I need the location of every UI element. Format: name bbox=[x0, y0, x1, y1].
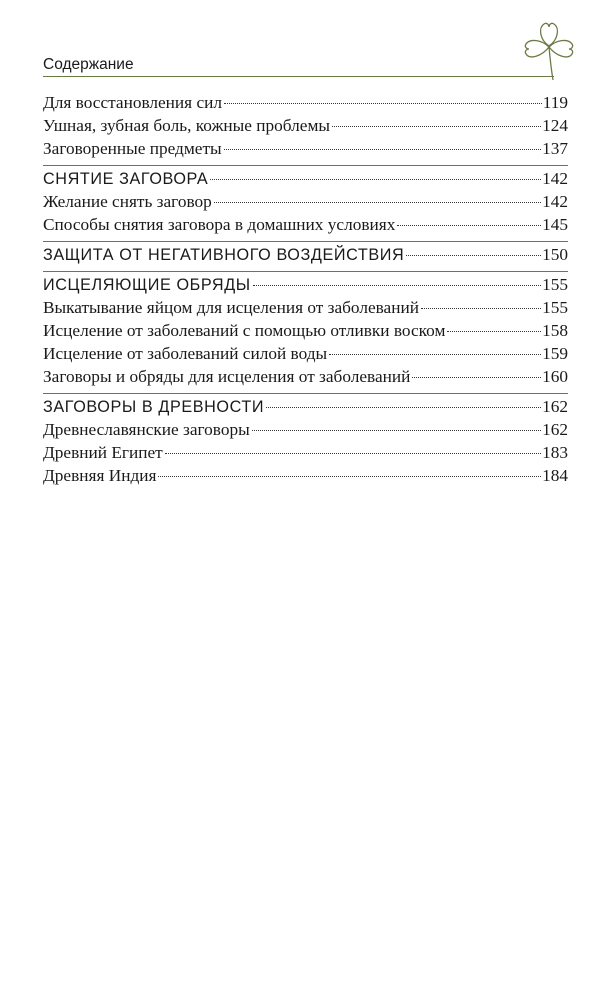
toc-entry[interactable] bbox=[43, 192, 568, 215]
toc-section[interactable] bbox=[43, 245, 568, 268]
dot-leader bbox=[158, 476, 541, 477]
dot-leader bbox=[266, 407, 541, 408]
toc-entry[interactable] bbox=[43, 116, 568, 139]
toc-entry-page-number: 124 bbox=[542, 116, 568, 135]
toc-entry-title: Желание снять заговор bbox=[43, 192, 212, 211]
toc-entry[interactable] bbox=[43, 466, 568, 489]
section-divider bbox=[43, 268, 568, 272]
dot-leader bbox=[421, 308, 541, 309]
toc-section-title: ЗАЩИТА ОТ НЕГАТИВНОГО ВОЗДЕЙСТВИЯ bbox=[43, 246, 405, 264]
toc-entry-page-number: 145 bbox=[542, 215, 568, 234]
header-divider bbox=[43, 76, 554, 77]
dot-leader bbox=[253, 285, 541, 286]
toc-entry[interactable] bbox=[43, 215, 568, 238]
dot-leader bbox=[214, 202, 541, 203]
toc-section-page-number: 155 bbox=[542, 275, 568, 294]
toc-section-page-number: 162 bbox=[542, 397, 568, 416]
toc-entry-page-number: 162 bbox=[542, 420, 568, 439]
dot-leader bbox=[412, 377, 541, 378]
toc-entry[interactable] bbox=[43, 367, 568, 390]
toc-entry[interactable] bbox=[43, 443, 568, 466]
dot-leader bbox=[447, 331, 541, 332]
toc-entry-title: Заговоры и обряды для исцеления от заболеваний bbox=[43, 367, 411, 386]
toc-entry-page-number: 183 bbox=[542, 443, 568, 462]
toc-entry-title: Заговоренные предметы bbox=[43, 139, 222, 158]
dot-leader bbox=[252, 430, 541, 431]
toc-entry-title: Исцеление от заболеваний с помощью отливки воском bbox=[43, 321, 446, 340]
toc-entry-page-number: 158 bbox=[542, 321, 568, 340]
clover-icon bbox=[522, 16, 576, 80]
toc-section-page-number: 142 bbox=[542, 169, 568, 188]
dot-leader bbox=[397, 225, 541, 226]
page-header bbox=[43, 56, 554, 80]
page-title: Содержание bbox=[43, 56, 134, 73]
toc-section[interactable] bbox=[43, 169, 568, 192]
dot-leader bbox=[210, 179, 541, 180]
section-divider bbox=[43, 390, 568, 394]
dot-leader bbox=[329, 354, 541, 355]
dot-leader bbox=[224, 103, 542, 104]
toc-entry-title: Для восстановления сил bbox=[43, 93, 222, 112]
toc-entry-page-number: 142 bbox=[542, 192, 568, 211]
toc-entry-title: Способы снятия заговора в домашних условиях bbox=[43, 215, 396, 234]
table-of-contents bbox=[43, 93, 568, 489]
toc-section[interactable] bbox=[43, 397, 568, 420]
toc-entry-title: Выкатывание яйцом для исцеления от заболеваний bbox=[43, 298, 419, 317]
toc-entry[interactable] bbox=[43, 298, 568, 321]
toc-section-title: СНЯТИЕ ЗАГОВОРА bbox=[43, 170, 209, 188]
section-divider bbox=[43, 162, 568, 166]
toc-entry-page-number: 137 bbox=[542, 139, 568, 158]
toc-entry[interactable] bbox=[43, 420, 568, 443]
dot-leader bbox=[406, 255, 541, 256]
toc-entry-page-number: 160 bbox=[542, 367, 568, 386]
toc-section-title: ЗАГОВОРЫ В ДРЕВНОСТИ bbox=[43, 398, 265, 416]
section-divider bbox=[43, 238, 568, 242]
toc-entry[interactable] bbox=[43, 93, 568, 116]
toc-entry[interactable] bbox=[43, 344, 568, 367]
toc-entry-title: Ушная, зубная боль, кожные проблемы bbox=[43, 116, 330, 135]
dot-leader bbox=[165, 453, 541, 454]
toc-entry-page-number: 119 bbox=[542, 93, 568, 112]
toc-section-title: ИСЦЕЛЯЮЩИЕ ОБРЯДЫ bbox=[43, 276, 251, 294]
toc-entry[interactable] bbox=[43, 139, 568, 162]
toc-entry-title: Древний Египет bbox=[43, 443, 163, 462]
toc-entry[interactable] bbox=[43, 321, 568, 344]
toc-section[interactable] bbox=[43, 275, 568, 298]
toc-entry-title: Древняя Индия bbox=[43, 466, 157, 485]
toc-entry-page-number: 155 bbox=[542, 298, 568, 317]
toc-entry-title: Исцеление от заболеваний силой воды bbox=[43, 344, 328, 363]
dot-leader bbox=[224, 149, 541, 150]
toc-entry-title: Древнеславянские заговоры bbox=[43, 420, 250, 439]
toc-entry-page-number: 159 bbox=[542, 344, 568, 363]
dot-leader bbox=[332, 126, 541, 127]
toc-section-page-number: 150 bbox=[542, 245, 568, 264]
toc-entry-page-number: 184 bbox=[542, 466, 568, 485]
